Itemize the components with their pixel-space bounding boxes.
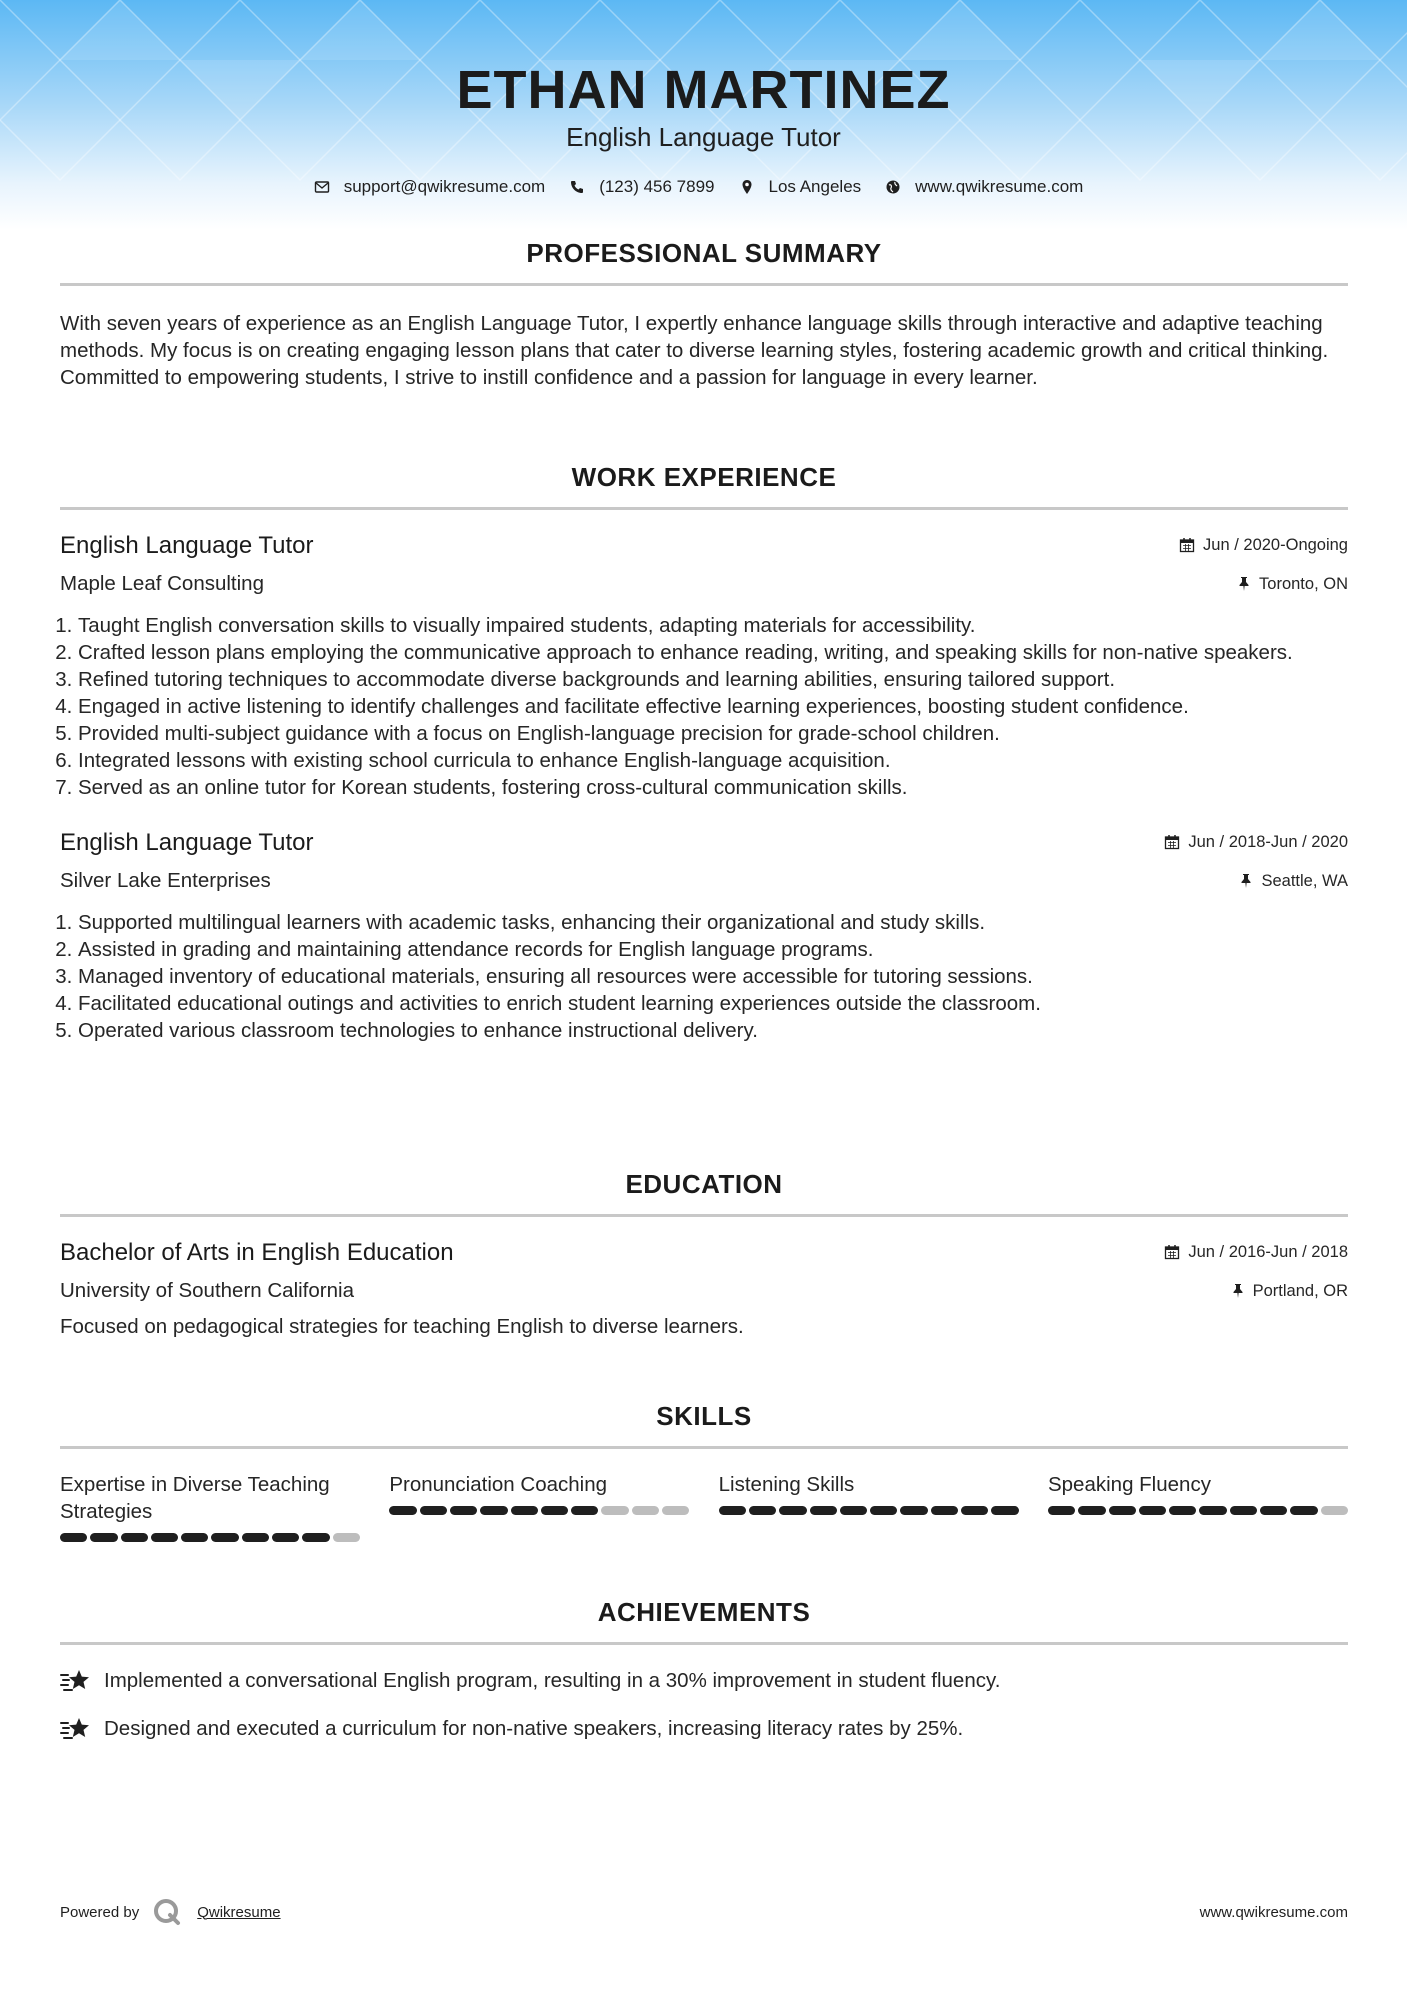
skills-heading: SKILLS bbox=[60, 1401, 1348, 1449]
job-bullet: 1. Supported multilingual learners with academic tasks, enhancing their organizational and study skills. bbox=[78, 909, 1348, 936]
job-date bbox=[1164, 833, 1348, 852]
degree-title: Bachelor of Arts in English Education bbox=[60, 1239, 454, 1266]
page-footer bbox=[60, 1898, 1348, 1926]
skill-segment-filled bbox=[719, 1506, 746, 1515]
candidate-role: English Language Tutor bbox=[566, 122, 841, 152]
job-title: English Language Tutor bbox=[60, 532, 314, 559]
skill-level-bar bbox=[60, 1533, 360, 1542]
school-name: University of Southern California bbox=[60, 1279, 354, 1302]
skill-segment-filled bbox=[900, 1506, 927, 1515]
skill-segment-filled bbox=[302, 1533, 329, 1542]
skill-name: Listening Skills bbox=[718, 1473, 855, 1496]
skill-segment-filled bbox=[242, 1533, 269, 1542]
skill-segment-filled bbox=[541, 1506, 568, 1515]
skill-segment-filled bbox=[1048, 1506, 1075, 1515]
job-bullet: 2. Assisted in grading and maintaining attendance records for English language programs. bbox=[78, 936, 1348, 963]
skill-segment-filled bbox=[60, 1533, 87, 1542]
skill-segment-filled bbox=[480, 1506, 507, 1515]
skill-segment-filled bbox=[1260, 1506, 1287, 1515]
skill-segment-filled bbox=[181, 1533, 208, 1542]
skill-level-bar bbox=[719, 1506, 1019, 1515]
powered-by bbox=[60, 1898, 281, 1926]
job-bullet: 1. Taught English conversation skills to visually impaired students, adapting materials for accessibility. bbox=[78, 612, 1348, 639]
contact-email-text: support@qwikresume.com bbox=[343, 177, 546, 196]
job-entry bbox=[60, 829, 1348, 1044]
candidate-name: ETHAN MARTINEZ bbox=[456, 60, 951, 120]
star-badge-icon bbox=[60, 1715, 92, 1743]
skill-segment-filled bbox=[1078, 1506, 1105, 1515]
job-bullet: 5. Operated various classroom technologies to enhance instructional delivery. bbox=[78, 1017, 1348, 1044]
pushpin-icon bbox=[1237, 576, 1251, 592]
achievement-text: Designed and executed a curriculum for non-native speakers, increasing literacy rates by 25%. bbox=[104, 1717, 964, 1740]
skill-name: Speaking Fluency bbox=[1047, 1473, 1211, 1496]
job-bullets bbox=[60, 612, 1348, 801]
skill-segment-empty bbox=[662, 1506, 689, 1515]
contact-bar bbox=[0, 177, 1407, 197]
skill-segment-filled bbox=[840, 1506, 867, 1515]
skill-segment-filled bbox=[1199, 1506, 1226, 1515]
star-badge-icon bbox=[60, 1667, 92, 1695]
skill-level-bar bbox=[389, 1506, 689, 1515]
summary-text: With seven years of experience as an English Language Tutor, I expertly enhance language skills through interactive and adaptive teaching methods. My focus is on creating engaging lesson plans that cater to diverse learning styles, fostering academic growth and critical thinking. Committed to empowering students, I strive to instill confidence and a passion for language in every learner. bbox=[60, 312, 1329, 389]
contact-website-text: www.qwikresume.com bbox=[915, 177, 1084, 196]
pushpin-icon bbox=[1239, 873, 1253, 889]
skill-segment-filled bbox=[272, 1533, 299, 1542]
summary-heading: PROFESSIONAL SUMMARY bbox=[60, 238, 1348, 286]
achievements-heading: ACHIEVEMENTS bbox=[60, 1597, 1348, 1645]
achievements-section bbox=[60, 1597, 1348, 1743]
skill-segment-filled bbox=[211, 1533, 238, 1542]
skill-segment-filled bbox=[961, 1506, 988, 1515]
contact-location bbox=[739, 177, 862, 197]
skill-segment-filled bbox=[420, 1506, 447, 1515]
job-bullet: 6. Integrated lessons with existing school curricula to enhance English-language acquisition. bbox=[78, 747, 1348, 774]
skill-segment-empty bbox=[632, 1506, 659, 1515]
job-bullet: 5. Provided multi-subject guidance with a focus on English-language precision for grade-school children. bbox=[78, 720, 1348, 747]
job-date-text: Jun / 2020-Ongoing bbox=[1203, 535, 1348, 554]
skill-item bbox=[60, 1471, 360, 1542]
skill-segment-filled bbox=[870, 1506, 897, 1515]
job-bullet: 4. Engaged in active listening to identify challenges and facilitate effective learning experiences, boosting student confidence. bbox=[78, 693, 1348, 720]
powered-by-label: Powered by bbox=[60, 1903, 140, 1921]
job-date-text: Jun / 2018-Jun / 2020 bbox=[1188, 832, 1348, 851]
job-entry bbox=[60, 532, 1348, 801]
education-description: Focused on pedagogical strategies for teaching English to diverse learners. bbox=[60, 1315, 744, 1338]
skill-segment-filled bbox=[511, 1506, 538, 1515]
map-pin-icon bbox=[739, 179, 755, 195]
skill-item bbox=[1048, 1471, 1348, 1542]
education-date bbox=[1164, 1243, 1348, 1262]
experience-section bbox=[60, 462, 1348, 1044]
job-title: English Language Tutor bbox=[60, 829, 314, 856]
qwikresume-link[interactable]: Qwikresume bbox=[197, 1903, 281, 1921]
skill-segment-filled bbox=[389, 1506, 416, 1515]
job-location bbox=[1237, 575, 1348, 594]
skill-segment-filled bbox=[571, 1506, 598, 1515]
skill-segment-filled bbox=[450, 1506, 477, 1515]
skill-segment-filled bbox=[810, 1506, 837, 1515]
contact-phone[interactable] bbox=[569, 177, 714, 197]
job-bullet: 3. Refined tutoring techniques to accommodate diverse backgrounds and learning abilities, ensuring tailored support. bbox=[78, 666, 1348, 693]
skill-segment-filled bbox=[991, 1506, 1018, 1515]
calendar-icon bbox=[1179, 537, 1195, 553]
globe-icon bbox=[885, 179, 901, 195]
skill-segment-empty bbox=[1321, 1506, 1348, 1515]
contact-website[interactable] bbox=[885, 177, 1083, 197]
skill-item bbox=[719, 1471, 1019, 1542]
pushpin-icon bbox=[1231, 1283, 1245, 1299]
qwikresume-logo-icon bbox=[153, 1898, 183, 1926]
achievement-item bbox=[60, 1715, 1348, 1743]
achievement-text: Implemented a conversational English program, resulting in a 30% improvement in student fluency. bbox=[104, 1669, 1001, 1692]
resume-header bbox=[0, 0, 1407, 230]
education-date-text: Jun / 2016-Jun / 2018 bbox=[1188, 1242, 1348, 1261]
skill-segment-filled bbox=[779, 1506, 806, 1515]
skill-segment-filled bbox=[1139, 1506, 1166, 1515]
skill-segment-filled bbox=[90, 1533, 117, 1542]
skill-segment-filled bbox=[1109, 1506, 1136, 1515]
education-entry bbox=[60, 1239, 1348, 1339]
skill-segment-filled bbox=[1290, 1506, 1317, 1515]
education-location-text: Portland, OR bbox=[1252, 1281, 1348, 1300]
job-bullet: 7. Served as an online tutor for Korean students, fostering cross-cultural communication skills. bbox=[78, 774, 1348, 801]
experience-heading: WORK EXPERIENCE bbox=[60, 462, 1348, 510]
job-bullet: 3. Managed inventory of educational materials, ensuring all resources were accessible for tutoring sessions. bbox=[78, 963, 1348, 990]
contact-phone-text: (123) 456 7899 bbox=[599, 177, 715, 196]
skill-segment-empty bbox=[601, 1506, 628, 1515]
contact-email[interactable] bbox=[314, 177, 546, 197]
footer-website-link[interactable]: www.qwikresume.com bbox=[1199, 1903, 1348, 1921]
phone-icon bbox=[569, 179, 585, 195]
skill-segment-empty bbox=[333, 1533, 360, 1542]
skills-section bbox=[60, 1401, 1348, 1542]
skills-list bbox=[60, 1471, 1348, 1542]
job-bullet: 4. Facilitated educational outings and activities to enrich student learning experiences outside the classroom. bbox=[78, 990, 1348, 1017]
job-date bbox=[1179, 536, 1348, 555]
education-location bbox=[1231, 1282, 1348, 1301]
skill-level-bar bbox=[1048, 1506, 1348, 1515]
skill-segment-filled bbox=[1230, 1506, 1257, 1515]
education-section bbox=[60, 1169, 1348, 1339]
calendar-icon bbox=[1164, 834, 1180, 850]
skill-segment-filled bbox=[749, 1506, 776, 1515]
company-name: Silver Lake Enterprises bbox=[60, 869, 271, 892]
skill-item bbox=[389, 1471, 689, 1542]
job-bullets bbox=[60, 909, 1348, 1044]
company-name: Maple Leaf Consulting bbox=[60, 572, 264, 595]
envelope-icon bbox=[314, 179, 330, 195]
skill-segment-filled bbox=[151, 1533, 178, 1542]
education-heading: EDUCATION bbox=[60, 1169, 1348, 1217]
skill-name: Expertise in Diverse Teaching Strategies bbox=[60, 1473, 330, 1523]
calendar-icon bbox=[1164, 1244, 1180, 1260]
skill-segment-filled bbox=[931, 1506, 958, 1515]
skill-segment-filled bbox=[121, 1533, 148, 1542]
achievement-item bbox=[60, 1667, 1348, 1695]
job-location bbox=[1239, 872, 1348, 891]
contact-location-text: Los Angeles bbox=[768, 177, 862, 196]
job-location-text: Toronto, ON bbox=[1259, 574, 1348, 593]
skill-segment-filled bbox=[1169, 1506, 1196, 1515]
skill-name: Pronunciation Coaching bbox=[389, 1473, 608, 1496]
summary-section bbox=[60, 238, 1348, 391]
job-bullet: 2. Crafted lesson plans employing the communicative approach to enhance reading, writing, and speaking skills for non-native speakers. bbox=[78, 639, 1348, 666]
job-location-text: Seattle, WA bbox=[1261, 871, 1348, 890]
